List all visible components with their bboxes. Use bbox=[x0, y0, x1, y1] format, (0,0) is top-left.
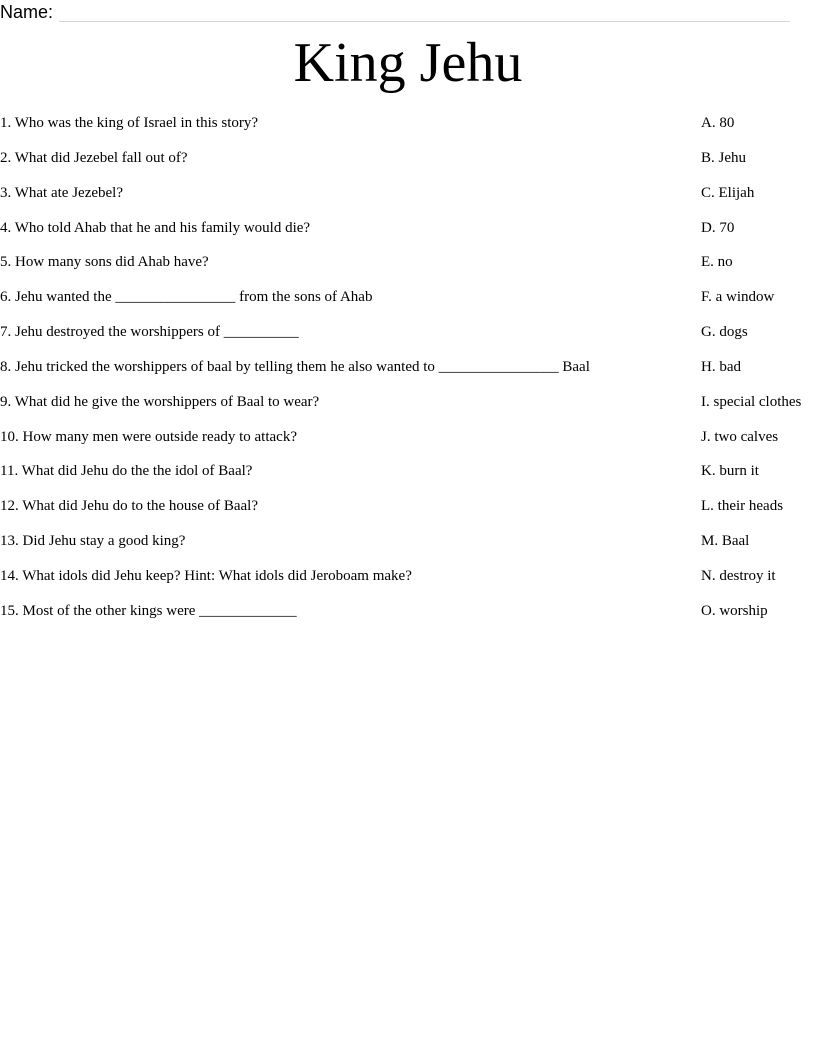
answer-item: G. dogs bbox=[701, 324, 748, 341]
question-item: 14. What idols did Jehu keep? Hint: What idols did Jeroboam make? bbox=[0, 567, 412, 584]
question-item: 8. Jehu tricked the worshippers of baal by telling them he also wanted to ________________ Baal bbox=[0, 358, 590, 375]
answer-item: H. bad bbox=[701, 358, 741, 375]
answer-item: E. no bbox=[701, 254, 733, 271]
answer-item: A. 80 bbox=[701, 115, 735, 131]
question-item: 3. What ate Jezebel? bbox=[0, 184, 123, 201]
answer-item: N. destroy it bbox=[701, 567, 776, 584]
question-list bbox=[0, 113, 690, 636]
answer-item: D. 70 bbox=[701, 219, 735, 236]
answer-item: I. special clothes bbox=[701, 393, 802, 410]
question-item: 1. Who was the king of Israel in this story? bbox=[0, 115, 259, 131]
question-item: 5. How many sons did Ahab have? bbox=[0, 254, 209, 271]
answer-item: M. Baal bbox=[701, 533, 750, 550]
question-item: 12. What did Jehu do to the house of Baal? bbox=[0, 498, 259, 515]
question-item: 6. Jehu wanted the ________________ from the sons of Ahab bbox=[0, 289, 373, 306]
answer-item: C. Elijah bbox=[701, 184, 755, 201]
question-item: 9. What did he give the worshippers of Baal to wear? bbox=[0, 393, 320, 410]
answer-item: L. their heads bbox=[701, 498, 784, 515]
answer-item: B. Jehu bbox=[701, 149, 746, 166]
question-item: 13. Did Jehu stay a good king? bbox=[0, 533, 186, 550]
page-title: King Jehu bbox=[293, 32, 523, 94]
answer-item: O. worship bbox=[701, 602, 768, 619]
question-item: 4. Who told Ahab that he and his family would die? bbox=[0, 219, 311, 236]
name-label: Name: bbox=[0, 2, 54, 22]
name-blank-line[interactable] bbox=[59, 4, 790, 22]
name-field-row bbox=[0, 0, 790, 22]
question-item: 7. Jehu destroyed the worshippers of __________ bbox=[0, 324, 299, 341]
question-item: 2. What did Jezebel fall out of? bbox=[0, 149, 188, 166]
question-item: 15. Most of the other kings were _____________ bbox=[0, 602, 297, 619]
question-item: 10. How many men were outside ready to attack? bbox=[0, 428, 297, 445]
question-item: 11. What did Jehu do the the idol of Baal? bbox=[0, 463, 253, 480]
answer-item: K. burn it bbox=[701, 463, 759, 480]
answer-item: F. a window bbox=[701, 289, 775, 306]
answer-list bbox=[701, 113, 816, 636]
answer-item: J. two calves bbox=[701, 428, 779, 445]
